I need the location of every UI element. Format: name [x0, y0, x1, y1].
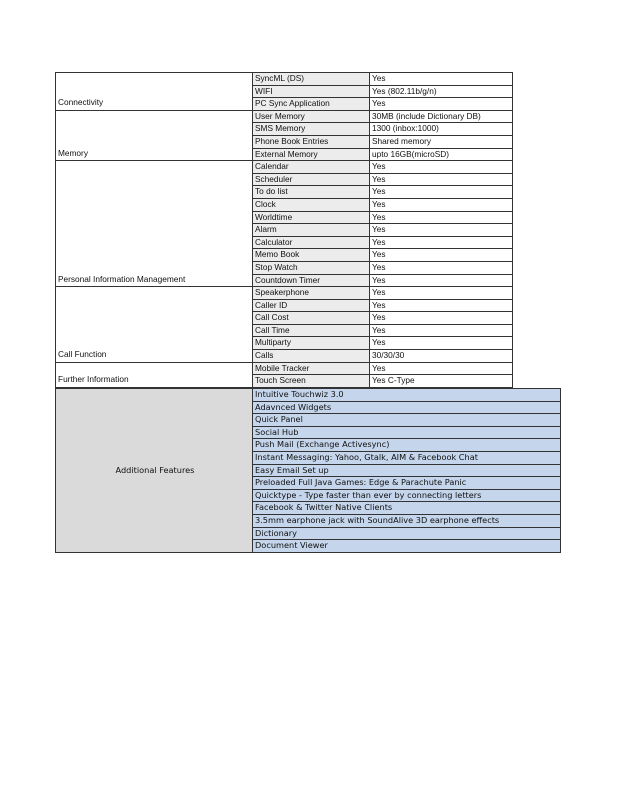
feature-cell: Call Time: [253, 324, 370, 337]
spec-table: [55, 72, 513, 388]
feature-cell: To do list: [253, 186, 370, 199]
value-cell: Yes: [370, 299, 513, 312]
feature-item: Easy Email Set up: [253, 464, 561, 477]
value-cell: Yes: [370, 224, 513, 237]
feature-cell: Calls: [253, 350, 370, 363]
value-cell: Yes: [370, 186, 513, 199]
table-row: [56, 110, 513, 123]
value-cell: upto 16GB(microSD): [370, 148, 513, 161]
value-cell: Yes: [370, 337, 513, 350]
feature-cell: Caller ID: [253, 299, 370, 312]
value-cell: 1300 (inbox:1000): [370, 123, 513, 136]
value-cell: Yes: [370, 312, 513, 325]
feature-cell: Calendar: [253, 161, 370, 174]
value-cell: Yes: [370, 198, 513, 211]
feature-item: Dictionary: [253, 527, 561, 540]
feature-cell: Calculator: [253, 236, 370, 249]
feature-cell: External Memory: [253, 148, 370, 161]
value-cell: 30MB (include Dictionary DB): [370, 110, 513, 123]
feature-item: Quicktype - Type faster than ever by connecting letters: [253, 489, 561, 502]
feature-item: 3.5mm earphone jack with SoundAlive 3D earphone effects: [253, 514, 561, 527]
value-cell: Yes: [370, 98, 513, 111]
value-cell: Yes: [370, 261, 513, 274]
feature-item: Push Mail (Exchange Activesync): [253, 439, 561, 452]
value-cell: 30/30/30: [370, 350, 513, 363]
value-cell: Yes: [370, 236, 513, 249]
feature-item: Social Hub: [253, 426, 561, 439]
feature-cell: User Memory: [253, 110, 370, 123]
category-cell: Personal Information Management: [56, 161, 253, 287]
feature-item: Quick Panel: [253, 414, 561, 427]
feature-cell: Phone Book Entries: [253, 135, 370, 148]
feature-item: Document Viewer: [253, 540, 561, 553]
feature-item: Intuitive Touchwiz 3.0: [253, 389, 561, 402]
feature-item: Instant Messaging: Yahoo, Gtalk, AIM & Facebook Chat: [253, 451, 561, 464]
value-cell: Yes: [370, 161, 513, 174]
feature-cell: PC Sync Application: [253, 98, 370, 111]
feature-cell: Alarm: [253, 224, 370, 237]
table-row: [56, 362, 513, 375]
feature-cell: Scheduler: [253, 173, 370, 186]
feature-cell: Memo Book: [253, 249, 370, 262]
value-cell: Yes: [370, 274, 513, 287]
category-cell: Memory: [56, 110, 253, 160]
table-row: [56, 287, 513, 300]
feature-item: Adavnced Widgets: [253, 401, 561, 414]
value-cell: Yes: [370, 73, 513, 86]
value-cell: Yes: [370, 324, 513, 337]
feature-cell: Call Cost: [253, 312, 370, 325]
feature-cell: Multiparty: [253, 337, 370, 350]
additional-features-label: Additional Features: [56, 389, 253, 553]
feature-cell: Mobile Tracker: [253, 362, 370, 375]
table-row: [56, 73, 513, 86]
list-item: [56, 389, 561, 402]
feature-cell: SyncML (DS): [253, 73, 370, 86]
value-cell: Yes: [370, 287, 513, 300]
additional-features-table: [55, 388, 561, 553]
feature-cell: WIFI: [253, 85, 370, 98]
category-cell: Connectivity: [56, 73, 253, 111]
table-row: [56, 161, 513, 174]
value-cell: Yes: [370, 173, 513, 186]
feature-cell: SMS Memory: [253, 123, 370, 136]
value-cell: Yes C-Type: [370, 375, 513, 388]
feature-item: Preloaded Full Java Games: Edge & Parachute Panic: [253, 477, 561, 490]
value-cell: Yes: [370, 211, 513, 224]
feature-cell: Stop Watch: [253, 261, 370, 274]
value-cell: Yes: [370, 249, 513, 262]
feature-cell: Speakerphone: [253, 287, 370, 300]
feature-cell: Countdown Timer: [253, 274, 370, 287]
feature-cell: Clock: [253, 198, 370, 211]
feature-item: Facebook & Twitter Native Clients: [253, 502, 561, 515]
value-cell: Yes (802.11b/g/n): [370, 85, 513, 98]
feature-cell: Touch Screen: [253, 375, 370, 388]
category-cell: Call Function: [56, 287, 253, 363]
feature-cell: Worldtime: [253, 211, 370, 224]
category-cell: Further Information: [56, 362, 253, 387]
value-cell: Yes: [370, 362, 513, 375]
value-cell: Shared memory: [370, 135, 513, 148]
